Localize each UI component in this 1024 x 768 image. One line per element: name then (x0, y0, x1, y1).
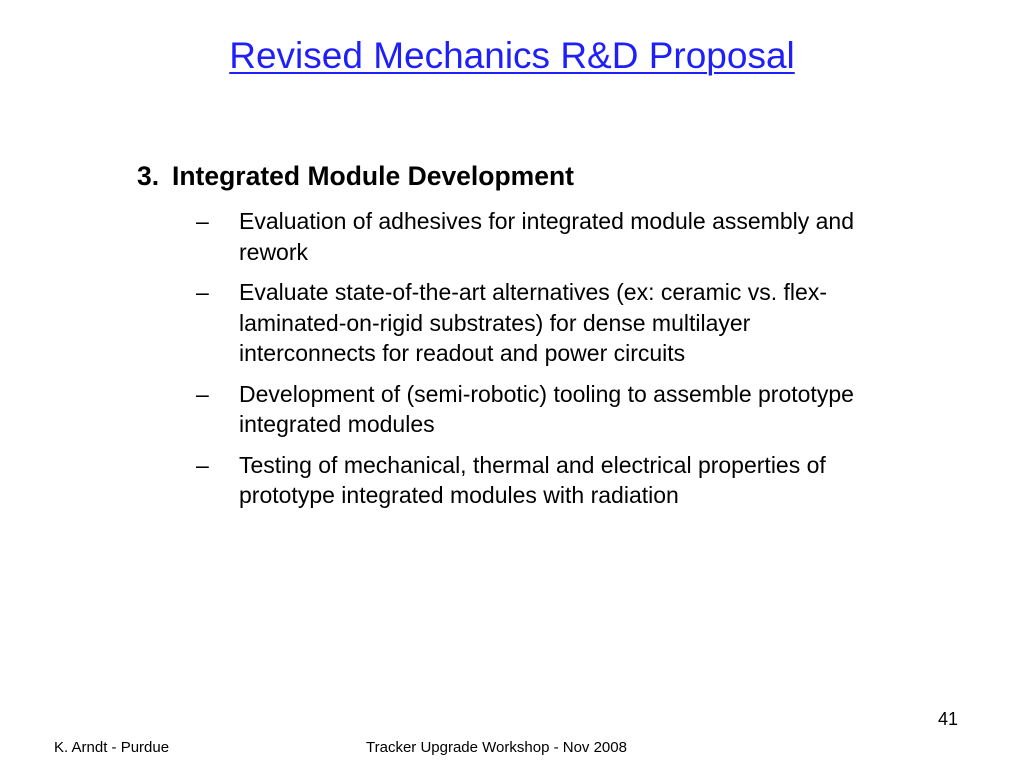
footer-event: Tracker Upgrade Workshop - Nov 2008 (366, 739, 627, 756)
bullet-text: Testing of mechanical, thermal and electrical properties of prototype integrated modules with radiation (239, 451, 826, 508)
page-number: 41 (938, 709, 959, 729)
bullet-dash: – (196, 451, 209, 478)
bullet-dash: – (196, 208, 209, 234)
section-heading-text: Integrated Module Development (172, 161, 574, 191)
footer-author: K. Arndt - Purdue (54, 739, 170, 756)
bullet-text: Development of (semi-robotic) tooling to assemble prototype integrated modules (239, 380, 854, 437)
bullet-text: Evaluation of adhesives for integrated module assembly and rework (239, 208, 854, 265)
bullet-item (196, 379, 886, 440)
section-heading (137, 158, 574, 194)
bullet-dash: – (196, 380, 209, 407)
bullet-item (196, 277, 886, 369)
section-number: 3. (137, 161, 160, 191)
bullet-dash: – (196, 279, 209, 305)
bullet-item (196, 450, 886, 511)
bullet-text: Evaluate state-of-the-art alternatives (ex: ceramic vs. flex-laminated-on-rigid substrates) for dense multilayer interconnects for readout and power circuits (239, 279, 827, 366)
bullet-item (196, 206, 886, 267)
bullet-list (196, 206, 886, 521)
slide-title: Revised Mechanics R&D Proposal (229, 35, 795, 76)
